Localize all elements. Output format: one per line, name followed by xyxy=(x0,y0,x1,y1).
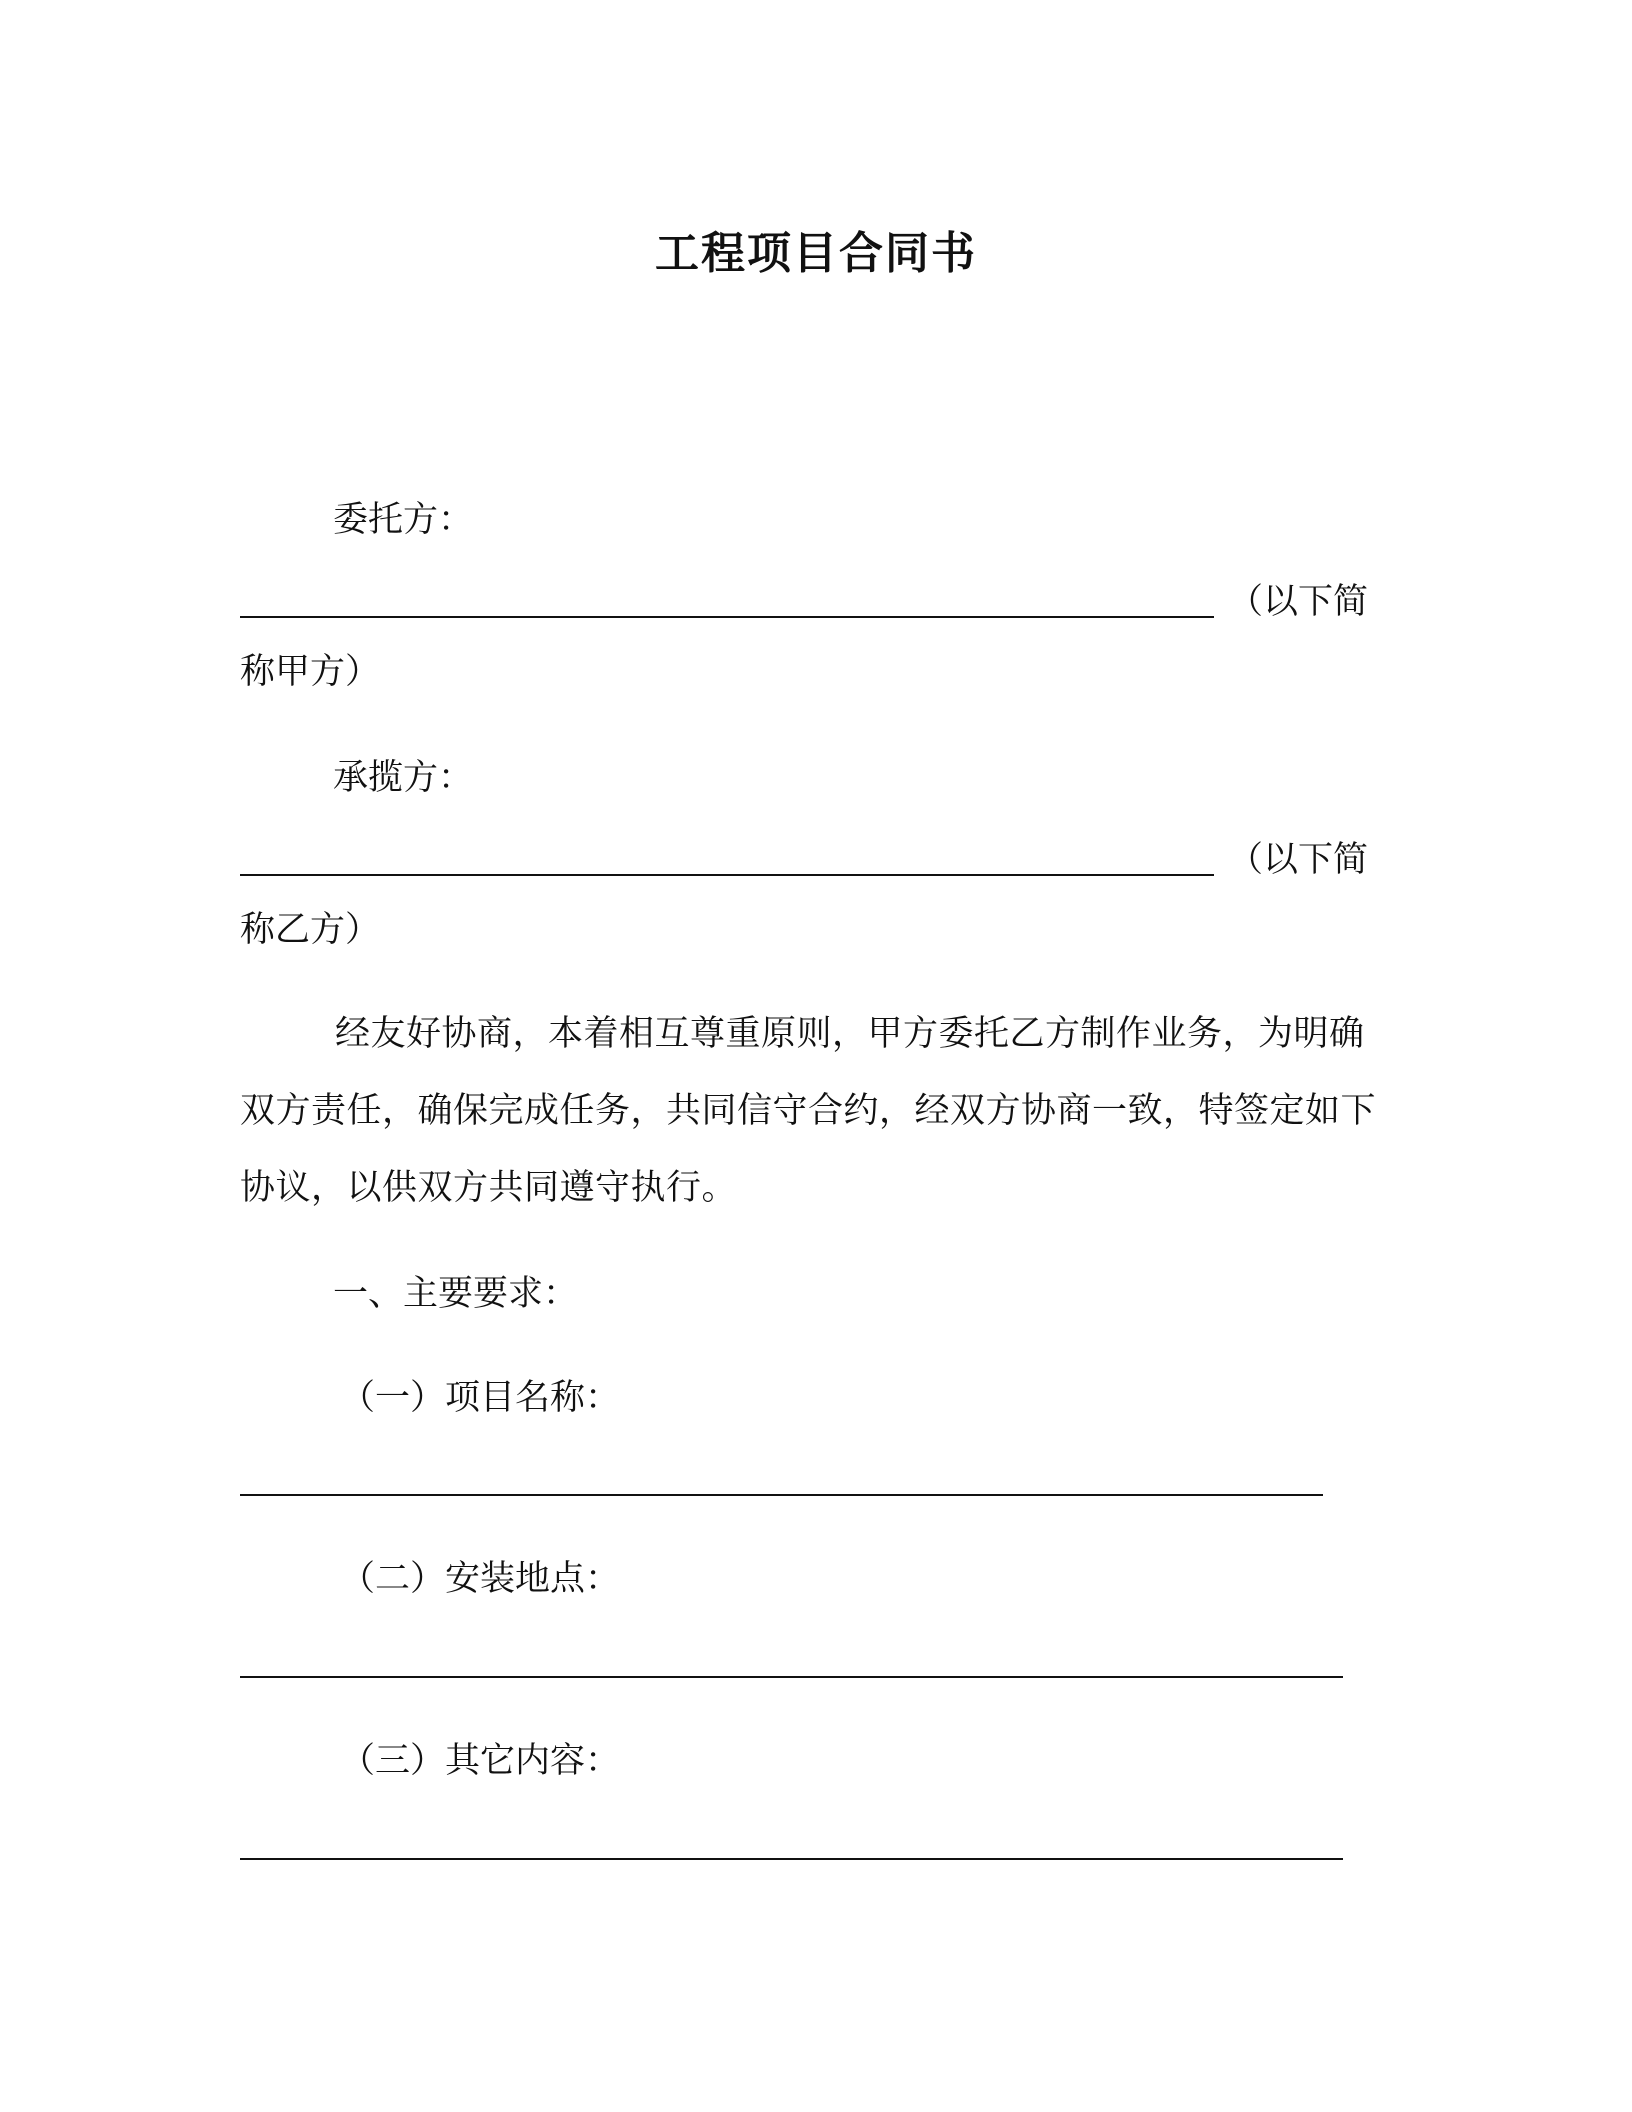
client-label: 委托方： xyxy=(333,500,474,540)
item-2-label: （二）安装地点： xyxy=(340,1559,621,1599)
contractor-suffix-continued: 称乙方） xyxy=(240,910,381,950)
install-location-blank[interactable] xyxy=(240,1676,1343,1678)
item-1-label: （一）项目名称： xyxy=(340,1378,621,1418)
preamble-paragraph: 经友好协商，本着相互尊重原则，甲方委托乙方制作业务，为明确双方责任，确保完成任务，共同信守合约，经双方协商一致，特签定如下协议，以供双方共同遵守执行。 xyxy=(240,1014,1377,1208)
client-suffix-continued: 称甲方） xyxy=(240,652,381,692)
project-name-blank[interactable] xyxy=(240,1494,1323,1496)
other-content-blank[interactable] xyxy=(240,1858,1343,1860)
section-1-heading: 一、主要要求： xyxy=(333,1274,579,1314)
contractor-suffix: （以下简 xyxy=(1228,840,1369,880)
item-3-label: （三）其它内容： xyxy=(340,1741,621,1781)
client-name-blank[interactable] xyxy=(240,616,1214,618)
contractor-label: 承揽方： xyxy=(333,758,474,798)
page-title: 工程项目合同书 xyxy=(655,228,977,279)
client-suffix: （以下简 xyxy=(1228,582,1369,622)
contractor-name-blank[interactable] xyxy=(240,874,1214,876)
